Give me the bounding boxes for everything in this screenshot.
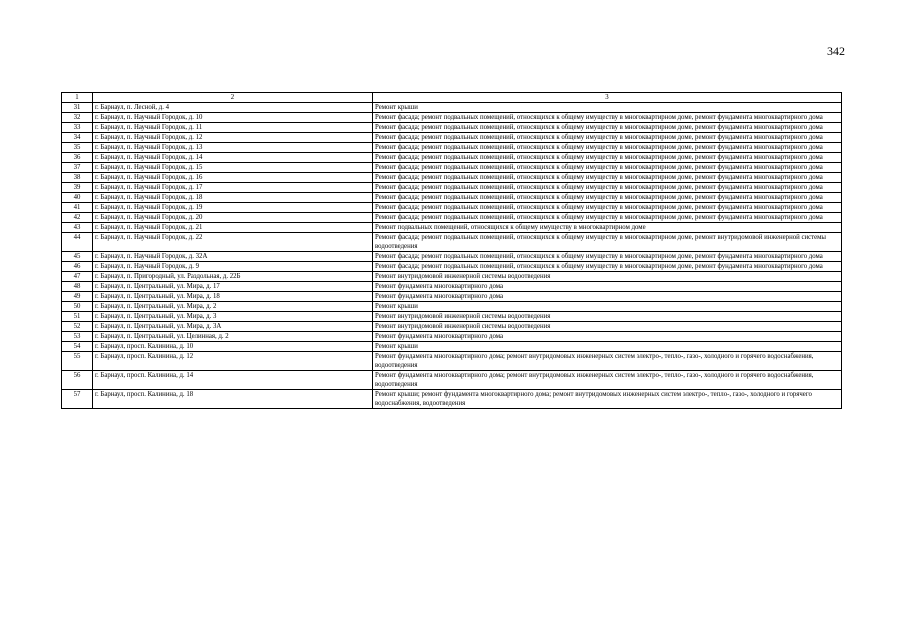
row-address: г. Барнаул, п. Научный Городок, д. 22 (93, 233, 373, 252)
row-address: г. Барнаул, п. Научный Городок, д. 17 (93, 183, 373, 193)
row-works: Ремонт фасада; ремонт подвальных помещений, относящихся к общему имуществу в многоквартирном доме, ремонт фундамента многоквартирного дома (373, 213, 842, 223)
table-header-row (62, 93, 842, 103)
row-number: 50 (62, 302, 93, 312)
table-row (62, 302, 842, 312)
row-number: 31 (62, 103, 93, 113)
row-number: 44 (62, 233, 93, 252)
row-works: Ремонт внутридомовой инженерной системы водоотведения (373, 272, 842, 282)
row-works: Ремонт фасада; ремонт подвальных помещений, относящихся к общему имуществу в многоквартирном доме, ремонт фундамента многоквартирного дома (373, 133, 842, 143)
row-number: 57 (62, 390, 93, 409)
table-body (62, 103, 842, 409)
row-number: 40 (62, 193, 93, 203)
row-address: г. Барнаул, п. Научный Городок, д. 16 (93, 173, 373, 183)
table-row (62, 282, 842, 292)
row-address: г. Барнаул, п. Научный Городок, д. 9 (93, 262, 373, 272)
row-number: 43 (62, 223, 93, 233)
row-works: Ремонт фасада; ремонт подвальных помещений, относящихся к общему имуществу в многоквартирном доме, ремонт фундамента многоквартирного дома (373, 153, 842, 163)
row-works: Ремонт крыши; ремонт фундамента многоквартирного дома; ремонт внутридомовых инженерных систем электро-, тепло-, газо-, холодного и горячего водоснабжения, водоотведения (373, 390, 842, 409)
row-address: г. Барнаул, п. Научный Городок, д. 19 (93, 203, 373, 213)
table-row (62, 123, 842, 133)
row-address: г. Барнаул, п. Центральный, ул. Мира, д. 2 (93, 302, 373, 312)
row-number: 49 (62, 292, 93, 302)
row-address: г. Барнаул, п. Научный Городок, д. 15 (93, 163, 373, 173)
row-address: г. Барнаул, п. Научный Городок, д. 21 (93, 223, 373, 233)
table-row (62, 272, 842, 282)
table-row (62, 390, 842, 409)
row-number: 48 (62, 282, 93, 292)
row-address: г. Барнаул, п. Научный Городок, д. 18 (93, 193, 373, 203)
row-address: г. Барнаул, п. Центральный, ул. Мира, д. 3 (93, 312, 373, 322)
row-works: Ремонт подвальных помещений, относящихся к общему имуществу в многоквартирном доме (373, 223, 842, 233)
row-number: 38 (62, 173, 93, 183)
row-number: 35 (62, 143, 93, 153)
row-works: Ремонт фасада; ремонт подвальных помещений, относящихся к общему имуществу в многоквартирном доме, ремонт фундамента многоквартирного дома (373, 193, 842, 203)
table-row (62, 183, 842, 193)
row-works: Ремонт фасада; ремонт подвальных помещений, относящихся к общему имуществу в многоквартирном доме, ремонт фундамента многоквартирного дома (373, 262, 842, 272)
table-row (62, 193, 842, 203)
row-address: г. Барнаул, п. Научный Городок, д. 10 (93, 113, 373, 123)
row-number: 41 (62, 203, 93, 213)
row-address: г. Барнаул, п. Центральный, ул. Целинная, д. 2 (93, 332, 373, 342)
row-number: 36 (62, 153, 93, 163)
table-row (62, 133, 842, 143)
row-address: г. Барнаул, п. Научный Городок, д. 13 (93, 143, 373, 153)
row-address: г. Барнаул, п. Научный Городок, д. 14 (93, 153, 373, 163)
table-row (62, 332, 842, 342)
row-address: г. Барнаул, просп. Калинина, д. 18 (93, 390, 373, 409)
row-number: 37 (62, 163, 93, 173)
row-works: Ремонт крыши (373, 302, 842, 312)
row-works: Ремонт крыши (373, 103, 842, 113)
table-row (62, 103, 842, 113)
row-works: Ремонт фасада; ремонт подвальных помещений, относящихся к общему имуществу в многоквартирном доме, ремонт фундамента многоквартирного дома (373, 123, 842, 133)
page-number: 342 (827, 44, 845, 58)
table-row (62, 203, 842, 213)
row-address: г. Барнаул, п. Научный Городок, д. 12 (93, 133, 373, 143)
table-row (62, 163, 842, 173)
row-works: Ремонт фасада; ремонт подвальных помещений, относящихся к общему имуществу в многоквартирном доме, ремонт фундамента многоквартирного дома (373, 252, 842, 262)
row-address: г. Барнаул, п. Научный Городок, д. 32А (93, 252, 373, 262)
row-address: г. Барнаул, п. Центральный, ул. Мира, д. 3А (93, 322, 373, 332)
row-works: Ремонт фундамента многоквартирного дома (373, 292, 842, 302)
column-header-works: 3 (373, 93, 842, 103)
row-works: Ремонт фасада; ремонт подвальных помещений, относящихся к общему имуществу в многоквартирном доме, ремонт фундамента многоквартирного дома (373, 113, 842, 123)
table-row (62, 262, 842, 272)
register-table (61, 92, 842, 409)
table-row (62, 233, 842, 252)
row-number: 53 (62, 332, 93, 342)
column-header-address: 2 (93, 93, 373, 103)
row-works: Ремонт фундамента многоквартирного дома (373, 332, 842, 342)
row-works: Ремонт фасада; ремонт подвальных помещений, относящихся к общему имуществу в многоквартирном доме, ремонт фундамента многоквартирного дома (373, 173, 842, 183)
row-works: Ремонт фасада; ремонт подвальных помещений, относящихся к общему имуществу в многоквартирном доме, ремонт фундамента многоквартирного дома (373, 183, 842, 193)
table-row (62, 173, 842, 183)
table-row (62, 352, 842, 371)
table-row (62, 252, 842, 262)
row-works: Ремонт внутридомовой инженерной системы водоотведения (373, 312, 842, 322)
row-address: г. Барнаул, п. Центральный, ул. Мира, д. 18 (93, 292, 373, 302)
row-works: Ремонт фундамента многоквартирного дома; ремонт внутридомовых инженерных систем электро-, тепло-, газо-, холодного и горячего водоснабжения, водоотведения (373, 352, 842, 371)
row-number: 33 (62, 123, 93, 133)
row-works: Ремонт фундамента многоквартирного дома; ремонт внутридомовых инженерных систем электро-, тепло-, газо-, холодного и горячего водоснабжения, водоотведения (373, 371, 842, 390)
table-row (62, 143, 842, 153)
table-row (62, 371, 842, 390)
row-number: 39 (62, 183, 93, 193)
table-row (62, 153, 842, 163)
row-address: г. Барнаул, п. Научный Городок, д. 11 (93, 123, 373, 133)
row-number: 46 (62, 262, 93, 272)
row-works: Ремонт фасада; ремонт подвальных помещений, относящихся к общему имуществу в многоквартирном доме, ремонт фундамента многоквартирного дома (373, 203, 842, 213)
row-works: Ремонт фасада; ремонт подвальных помещений, относящихся к общему имуществу в многоквартирном доме, ремонт фундамента многоквартирного дома (373, 163, 842, 173)
row-number: 45 (62, 252, 93, 262)
table-row (62, 223, 842, 233)
table-row (62, 113, 842, 123)
row-address: г. Барнаул, просп. Калинина, д. 12 (93, 352, 373, 371)
row-number: 54 (62, 342, 93, 352)
row-works: Ремонт фасада; ремонт подвальных помещений, относящихся к общему имуществу в многоквартирном доме, ремонт фундамента многоквартирного дома (373, 143, 842, 153)
row-address: г. Барнаул, п. Пригородный, ул. Раздольная, д. 22Б (93, 272, 373, 282)
column-header-number: 1 (62, 93, 93, 103)
row-number: 32 (62, 113, 93, 123)
table-row (62, 322, 842, 332)
row-works: Ремонт фасада; ремонт подвальных помещений, относящихся к общему имуществу в многоквартирном доме, ремонт внутридомовой инженерной системы водоотведения (373, 233, 842, 252)
row-works: Ремонт фундамента многоквартирного дома (373, 282, 842, 292)
row-address: г. Барнаул, п. Научный Городок, д. 20 (93, 213, 373, 223)
table-row (62, 342, 842, 352)
table-row (62, 292, 842, 302)
row-number: 47 (62, 272, 93, 282)
row-number: 55 (62, 352, 93, 371)
row-works: Ремонт крыши (373, 342, 842, 352)
row-address: г. Барнаул, п. Центральный, ул. Мира, д. 17 (93, 282, 373, 292)
row-address: г. Барнаул, просп. Калинина, д. 10 (93, 342, 373, 352)
row-address: г. Барнаул, п. Лесной, д. 4 (93, 103, 373, 113)
table-row (62, 213, 842, 223)
table-row (62, 312, 842, 322)
row-number: 52 (62, 322, 93, 332)
row-number: 34 (62, 133, 93, 143)
row-number: 51 (62, 312, 93, 322)
row-address: г. Барнаул, просп. Калинина, д. 14 (93, 371, 373, 390)
row-number: 42 (62, 213, 93, 223)
row-number: 56 (62, 371, 93, 390)
row-works: Ремонт внутридомовой инженерной системы водоотведения (373, 322, 842, 332)
